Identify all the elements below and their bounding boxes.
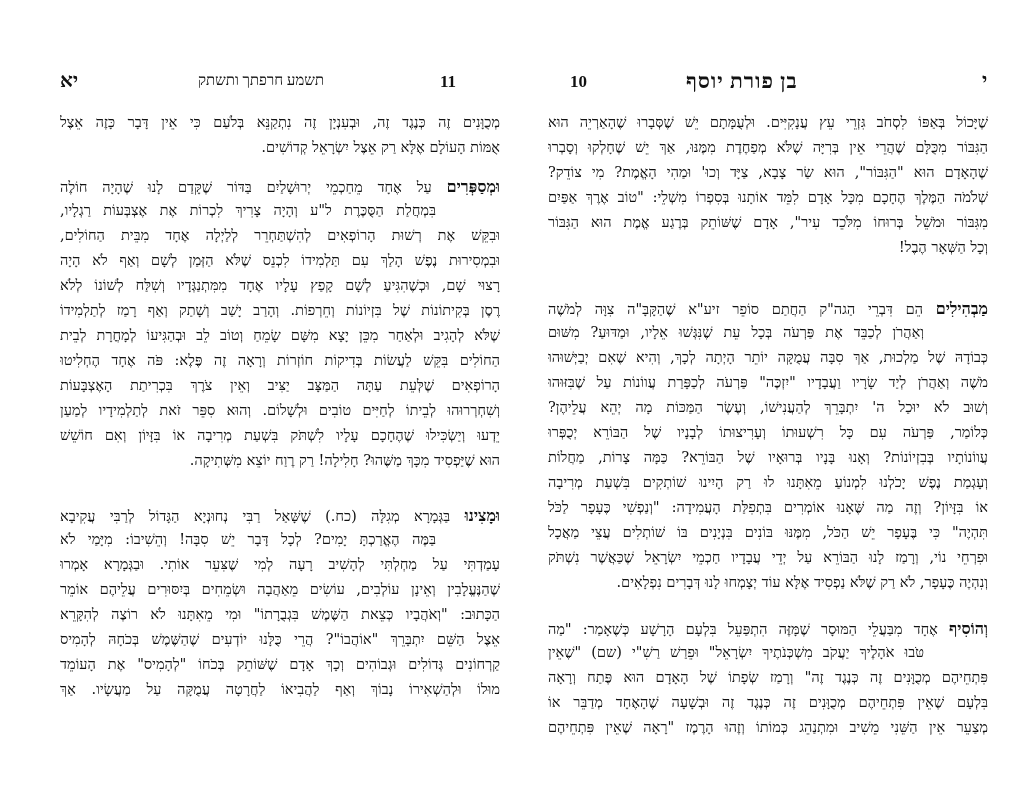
text-line: יֵדְעוּ וְיַשְׂכִּילוּ שֶׁהֶחָכָם עָלָיו לִשְׁתֹּק בִּשְׁעַת מְרִיבָה אוֹ בִּזָּיוֹן וְאִם חוֹשֵׁשׁ (60, 428, 500, 444)
paragraph-lead-word: וּמָצִינוּ (464, 506, 500, 525)
text-line: וְעָגְמַת נֶפֶשׁ יָכֹלְנוּ לִמְנוֹעַ מֵאִתָּנוּ לוּ רַק הָיִינוּ שׁוֹתְקִים בִּשְׁעַת מְרִיבָה (548, 475, 988, 491)
text-line: שֶׁהָאָדָם הוּא "הַגִּבּוֹר", הוּא שַׂר צָבָא, צַיָּד וְכוּ' וּמַהִי הָאֱמֶת? מִי צוֹדֵק? (548, 165, 988, 181)
text-line: כְּלוֹמַר, פַּרְעֹה עִם כָּל רִשְׁעוּתוֹ וְעָרִיצוּתוֹ לְבָנָיו שֶׁל הַבּוֹרֵא יְכֻפְּרוּ (548, 425, 988, 441)
text-line: שְׁלֹמֹה הַמֶּלֶךְ הֶחָכָם מִכָּל אָדָם לִמֵּד אוֹתָנוּ בְּסִפְרוֹ מִשְׁלֵי: "טוֹב אֶרֶךְ אַפַּיִם (548, 190, 988, 206)
paragraph-lead-word: וּמְסַפְּרִים (446, 177, 500, 196)
text-line: הַגִּבּוֹר מִכֻּלָּם שֶׁהֲרֵי אֵין בְּרִיָּה שֶׁלֹּא מְפַחֶדֶת מִמֶּנּוּ, אַךְ יֵשׁ שֶׁחָלְקוּ וְסָבְרוּ (548, 140, 988, 156)
running-title: בן פורת יוסף (686, 69, 798, 93)
text-line: בַּגְּמָרָא מְגִלָּה (כח.) שֶׁשָּׁאַל רַבִּי נְחוּנְיָא הַגָּדוֹל לְרַבִּי עֲקִיבָא (60, 509, 451, 525)
paragraph-lead-word: וְהוֹסִיף (949, 619, 988, 638)
text-line: מְכֻוָּנִים זֶה כְּנֶגֶד זֶה, וּבְעִנְיָן זֶה נִתְקַנֵּא בְּלֹעַם כִּי אֵין דָּבָר כָּזֶה אֵצֶל (60, 115, 500, 131)
text-line: עָמַדְתִּי עַל מַחְלְתִּי לְהָשִׁיב רָעָה לְמִי שֶׁצִּעֵר אוֹתִי. וּבַגְּמָרָא אָמְרוּ (60, 557, 500, 573)
text-line: פִּתְחֵיהֶם מְכֻוָּנִים זֶה כְּנֶגֶד זֶה" וְרָמַז שְׂפָתוֹ שֶׁל הָאָדָם הוּא פֶּתַח וְרָאָה (548, 670, 988, 686)
text-line: אֶחָד מִבַּעֲלֵי הַמּוּסָר שֶׁמָּזֶּה הִתְפַּעֵל בִּלְעָם הָרָשָׁע כְּשֶׁאָמַר: "מַה (548, 622, 938, 638)
text-line: וְשׁוּב לֹא יוּכַל ה' יִתְבָּרֵךְ לְהַעֲנִישׁוֹ, וְעֶשֶׂר הַמַּכּוֹת מָה יְהֵא עֲלֵיהֶן? (548, 400, 988, 416)
text-line: וּפִרְחֵי נוֹי, וְרָמַז לָנוּ הַבּוֹרֵא עַל יְדֵי עֲבָדָיו חַכְמֵי יִשְׂרָאֵל שֶׁכַּאֲשֶׁר נִשְׁתֹּק (548, 550, 988, 566)
hebrew-page-number: יא (60, 68, 79, 92)
text-line: רֶסֶן בְּקִיתוֹנוֹת שֶׁל בִּזְיוֹנוֹת וְחֵרְפוֹת. וְהָרַב יָשַׁב וְשָׁתַק וְאַף רָמַז לְתַלְמִידוֹ (60, 303, 500, 319)
left-page (60, 0, 500, 788)
paragraph (548, 616, 988, 741)
paragraph-lead-word: מַבְהִילִים (935, 299, 988, 318)
text-line: הַחוֹלִים בִּקֵּשׁ לַעֲשׂוֹת בְּדִיקוֹת חוֹזְרוֹת וְרָאָה זֶה פֶּלֶא: פֹּה אֶחָד הֶחְלִיטוּ (60, 353, 500, 369)
paragraph (548, 296, 988, 596)
text-line: אֵצֶל הַשֵּׁם יִתְבָּרֵךְ "אוֹהֲבוֹ"? הֲרֵי כֻּלָּנוּ יוֹדְעִים שֶׁהַשֶּׁמֶשׁ בְּכֹחָהּ לְהָמִיס (60, 632, 500, 648)
text-line: רָצוּי שָׁם, וּכְשֶׁהִגִּיעַ לְשָׁם קָפַץ עָלָיו אֶחָד מִמִּתְנַגְּדָיו וְשִׁלַּח לְשׁוֹנוֹ לְלֹא (60, 278, 500, 294)
text-line: שֶׁלֹּא לְהָגִיב וּלְאַחַר מִכֵּן יָצָא מִשָּׁם שָׂמֵחַ וְטוֹב לֵב וּבְהַגִּיעוֹ לְמָחֳרָת לְבֵית (60, 328, 500, 344)
paragraph (548, 111, 988, 261)
page-number: 11 (440, 72, 457, 91)
text-line: וְשִׁחְרְרוּהוּ לְבֵיתוֹ לְחַיִּים טוֹבִים וּלְשָׁלוֹם. וְהוּא סִפֵּר זֹאת לְתַלְמִידָיו לְמַעַן (60, 403, 500, 419)
text-line: וְכָל הַשְּׁאָר הֶבֶל! (898, 240, 988, 256)
paragraph (60, 111, 500, 161)
text-line: שֶׁיָּכוֹל בְּאַפּוֹ לִסְחֹב גִּזְרֵי עֵץ עֲנָקִיִּים. וּלְעֻמָּתָם יֵשׁ שֶׁסְּבָרוּ שֶׁהָאַרְיֵה הוּא (548, 115, 988, 131)
text-line: מִגִּבּוֹר וּמֹשֵׁל בְּרוּחוֹ מִלֹּכֵד עִיר", אָדָם שֶׁשּׁוֹתֵק בְּרֶגַע אֱמֶת הוּא הַגִּבּוֹר (548, 215, 988, 231)
text-line: וְאַהֲרֹן לְכַבֵּד אֶת פַּרְעֹה בְּכָל עֵת שֶׁנִּגְּשׁוּ אֵלָיו, וּמַדּוּעַ? מִשּׁוּם (548, 325, 924, 341)
text-line: הוּא שֶׁיַּפְסִיד מִכָּךְ מַשֶּׁהוּ? חָלִילָה! רַק רֶוַח יוֹצֵא מִשְּׁתִיקָה. (189, 453, 500, 469)
text-line: מְצַעֵר אֵין הַשֵּׁנִי מֵשִׁיב וּמִתְנַהֵג כְּמוֹתוֹ וְזֶהוּ הָרֶמֶז "רָאָה שֶׁאֵין פִּתְחֵיהֶם (548, 720, 988, 736)
text-line: אוֹ בִּזָּיוֹן? וְזֶה מַה שֶּׁאָנוּ אוֹמְרִים בִּתְפִלַּת הָעֲמִידָה: "וְנַפְשִׁי כֶּעָפָר לַכֹּל (548, 500, 988, 516)
text-line: עַל אֶחָד מֵחַכְמֵי יְרוּשָׁלַיִם בַּדּוֹר שֶׁקָּדַם לָנוּ שֶׁהָיָה חוֹלֶה (60, 180, 432, 196)
running-title: תשמע חרפתך ותשתק (198, 73, 325, 89)
text-line: וּבִקֵּשׁ אֶת רְשׁוּת הָרוֹפְאִים לְהִשְׁתַּחְרֵר לְלַיְלָה אֶחָד מִבֵּית הַחוֹלִים, (60, 228, 500, 244)
text-line: וּבִמְסִירוּת נֶפֶשׁ הָלַךְ עִם תַּלְמִידוֹ לִכְנֵס שֶׁלֹּא הַזְּמַן לְשָׁם וְאַף לֹא הָיָה (60, 253, 500, 269)
text-line: בִּלְעָם שֶׁאֵין פִּתְחֵיהֶם מְכֻוָּנִים זֶה כְּנֶגֶד זֶה וּבְשָׁעָה שֶׁהָאֶחָד מְדַבֵּר אוֹ (548, 695, 988, 711)
text-line: וְנִהְיֶה כֶּעָפָר, לֹא רַק שֶׁלֹּא נַפְסִיד אֶלָּא עוֹד יְצָמְחוּ לָנוּ דְּבָרִים נִפְלָאִים. (616, 575, 988, 591)
hebrew-page-number: י (982, 68, 988, 92)
page-header (60, 68, 500, 98)
text-line: הֵם דִּבְרֵי הַגה"ק הַחֲתַם סוֹפֵר זיע"א שֶׁהַקָּבָּ"ה צִוָּה לְמֹשֶׁה (548, 302, 923, 318)
paragraph (60, 503, 500, 703)
text-line: מוּלוֹ וּלְהַשְׁאִירוֹ נָבוֹךְ וְאַף לַהֲבִיאוֹ לַחֲרָטָה עֲמֻקָּה עַל מַעֲשָׂיו. אַךְ (60, 682, 500, 698)
text-line: בַּמֶּה הֶאֱרַכְתָּ יָמִים? לְכָל דָּבָר יֵשׁ סִבָּה! וְהֵשִׁיבוֹ: מִיָּמַי לֹא (60, 532, 436, 548)
right-page (548, 0, 988, 788)
text-line: קַרְחוֹנִים גְּדוֹלִים וּגְבוֹהִים וְכָךְ אָדָם שֶׁשּׁוֹתֵק בְּכֹחוֹ "לְהָמִיס" אֶת הָעוֹמֵד (60, 657, 500, 673)
text-line: שֶׁהַנֶּעֱלָבִין וְאֵינָן עוֹלְבִים, עוֹשִׂים מֵאַהֲבָה וּשְׂמֵחִים בְּיִסּוּרִים עֲלֵיהֶם אוֹמֵר (60, 582, 500, 598)
page-header (548, 68, 988, 98)
text-line: אֻמּוֹת הָעוֹלָם אֶלָּא רַק אֵצֶל יִשְׂרָאֵל קְדוֹשִׁים. (261, 140, 500, 156)
text-line: הַכָּתוּב: "וְאֹהֲבָיו כְּצֵאת הַשֶּׁמֶשׁ בִּגְבֻרָתוֹ" וּמִי מֵאִתָּנוּ לֹא רוֹצֶה לְהִקָּרֵא (60, 607, 500, 623)
text-line: כְּבוֹדָהּ שֶׁל מַלְכוּת, אַךְ סִבָּה עֲמֻקָּה יוֹתֵר הָיְתָה לְכָךְ, וְהִיא שֶׁאִם יְבַיְּשׁוּהוּ (548, 350, 988, 366)
text-line: עֲווֹנוֹתָיו בְּבִזְיוֹנוֹת? וְאָנוּ בָּנָיו בְּרוּאָיו שֶׁל הַבּוֹרֵא? כַּמָּה צָרוֹת, מַחֲלוֹת (548, 450, 988, 466)
text-line: הָרוֹפְאִים שֶׁלְּעֵת עַתָּה הַמַּצָּב יַצִּיב וְאֵין צֹרֶךְ בִּכְרִיתַת הָאֶצְבָּעוֹת (60, 378, 500, 394)
text-line: תִּהְיֶה" כִּי בֶּעָפָר יֵשׁ הַכֹּל, מִמֶּנּוּ בּוֹנִים בִּנְיָנִים בּוֹ שׁוֹתְלִים עֲצֵי מַאֲכָל (548, 525, 988, 541)
text-line: טֹּבוּ אֹהָלֶיךָ יַעֲקֹב מִשְׁכְּנֹתֶיךָ יִשְׂרָאֵל" וּפֵרַשׁ רַשִׁ"י (שם) "שֶׁאֵין (548, 645, 924, 661)
paragraph (60, 174, 500, 474)
text-line: מֹשֶׁה וְאַהֲרֹן לְיַד שָׂרָיו וַעֲבָדָיו "יִזְכֶּה" פַּרְעֹה לְכַפָּרַת עֲווֹנוֹת עַל שֶׁבִּזּוּהוּ (548, 375, 988, 391)
page-number: 10 (570, 72, 587, 91)
text-line: בִּמְחֲלַת הַסֻּכֶּרֶת ל"ע וְהָיָה צָרִיךְ לִכְרוֹת אֶת אֶצְבְּעוֹת רַגְלָיו, (60, 203, 436, 219)
